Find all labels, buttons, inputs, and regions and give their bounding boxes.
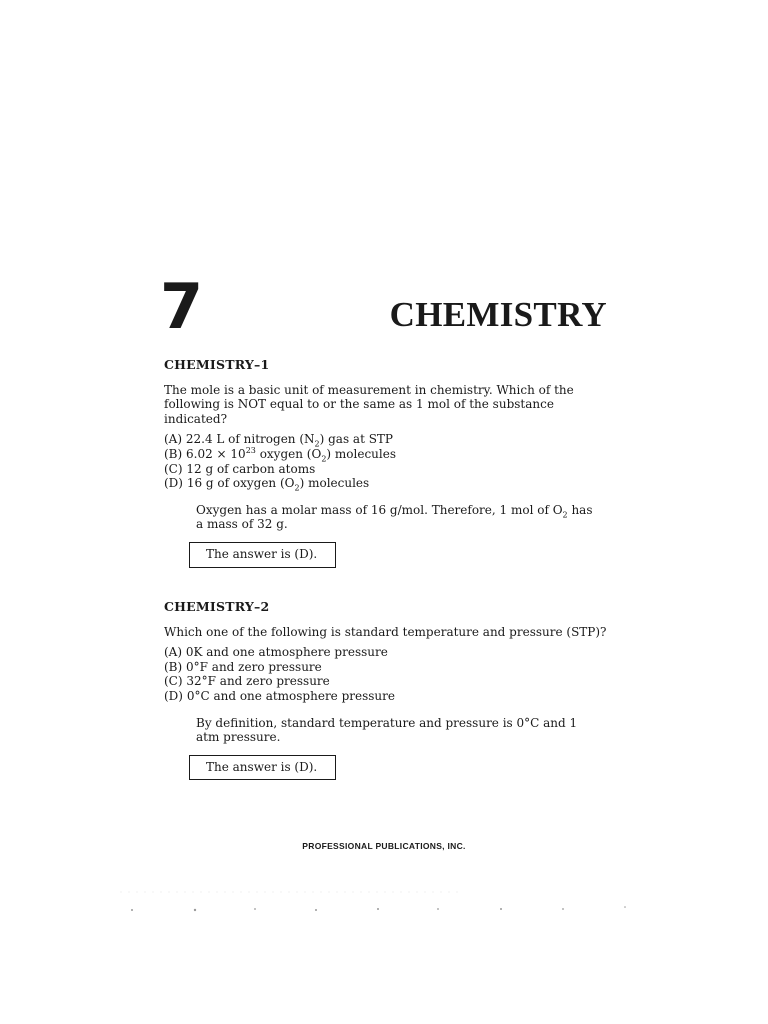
- option-text: 0°C and one atmosphere pressure: [186, 688, 395, 703]
- option-label: (D): [164, 476, 183, 491]
- chapter-title: CHEMISTRY: [389, 295, 607, 334]
- publisher-footer: PROFESSIONAL PUBLICATIONS, INC.: [302, 841, 466, 851]
- option-c: [164, 462, 614, 477]
- problem-chemistry-2: [164, 600, 614, 780]
- option-c: [164, 674, 614, 689]
- answer-options: [164, 645, 614, 703]
- option-text: 0°F and zero pressure: [186, 659, 322, 674]
- option-label: (C): [164, 461, 183, 476]
- option-label: (A): [164, 645, 183, 660]
- question-text: Which one of the following is standard temperature and pressure (STP)?: [164, 624, 607, 639]
- option-a: [164, 645, 614, 660]
- option-label: (B): [164, 446, 183, 461]
- option-b: [164, 660, 614, 675]
- solution-text: By definition, standard temperature and pressure is 0°C and 1 atm pressure.: [196, 715, 578, 745]
- scan-artifacts: [0, 880, 768, 920]
- problem-heading: CHEMISTRY–2: [164, 599, 270, 614]
- option-d: [164, 476, 614, 491]
- option-text-end: ) molecules: [299, 476, 370, 491]
- problem-chemistry-1: [164, 358, 614, 568]
- answer-box: The answer is (D).: [189, 542, 336, 568]
- option-text: 6.02 × 10: [186, 446, 246, 461]
- option-text-mid: oxygen (O: [255, 446, 322, 461]
- subscript: 2: [321, 454, 327, 464]
- question-text: The mole is a basic unit of measurement in chemistry. Which of the following is NOT equal to or the same as 1 mol of the substance indicated?: [164, 382, 574, 426]
- subscript: 2: [562, 510, 568, 520]
- problem-heading: CHEMISTRY–1: [164, 357, 270, 372]
- chapter-number: 7: [160, 270, 204, 343]
- option-d: [164, 689, 614, 704]
- option-text: 32°F and zero pressure: [186, 674, 330, 689]
- subscript: 2: [314, 439, 320, 449]
- option-text: 22.4 L of nitrogen (N: [185, 432, 315, 447]
- answer-box: The answer is (D).: [189, 755, 336, 781]
- option-label: (D): [164, 688, 183, 703]
- option-text: 16 g of oxygen (O: [186, 476, 295, 491]
- solution-text-start: Oxygen has a molar mass of 16 g/mol. Therefore, 1 mol of O: [196, 502, 563, 517]
- option-label: (A): [164, 432, 183, 447]
- solution-text-end: has a mass of 32 g.: [196, 502, 593, 532]
- superscript: 23: [245, 445, 256, 455]
- solution-text: [196, 503, 596, 532]
- answer-options: [164, 432, 614, 493]
- option-text: 0K and one atmosphere pressure: [185, 645, 388, 660]
- subscript: 2: [294, 483, 300, 493]
- option-text: 12 g of carbon atoms: [186, 461, 316, 476]
- option-text-end: ) gas at STP: [319, 432, 394, 447]
- option-a: [164, 432, 614, 447]
- option-label: (C): [164, 674, 183, 689]
- option-b: [164, 447, 614, 462]
- option-label: (B): [164, 659, 183, 674]
- option-text-end: ) molecules: [326, 446, 396, 461]
